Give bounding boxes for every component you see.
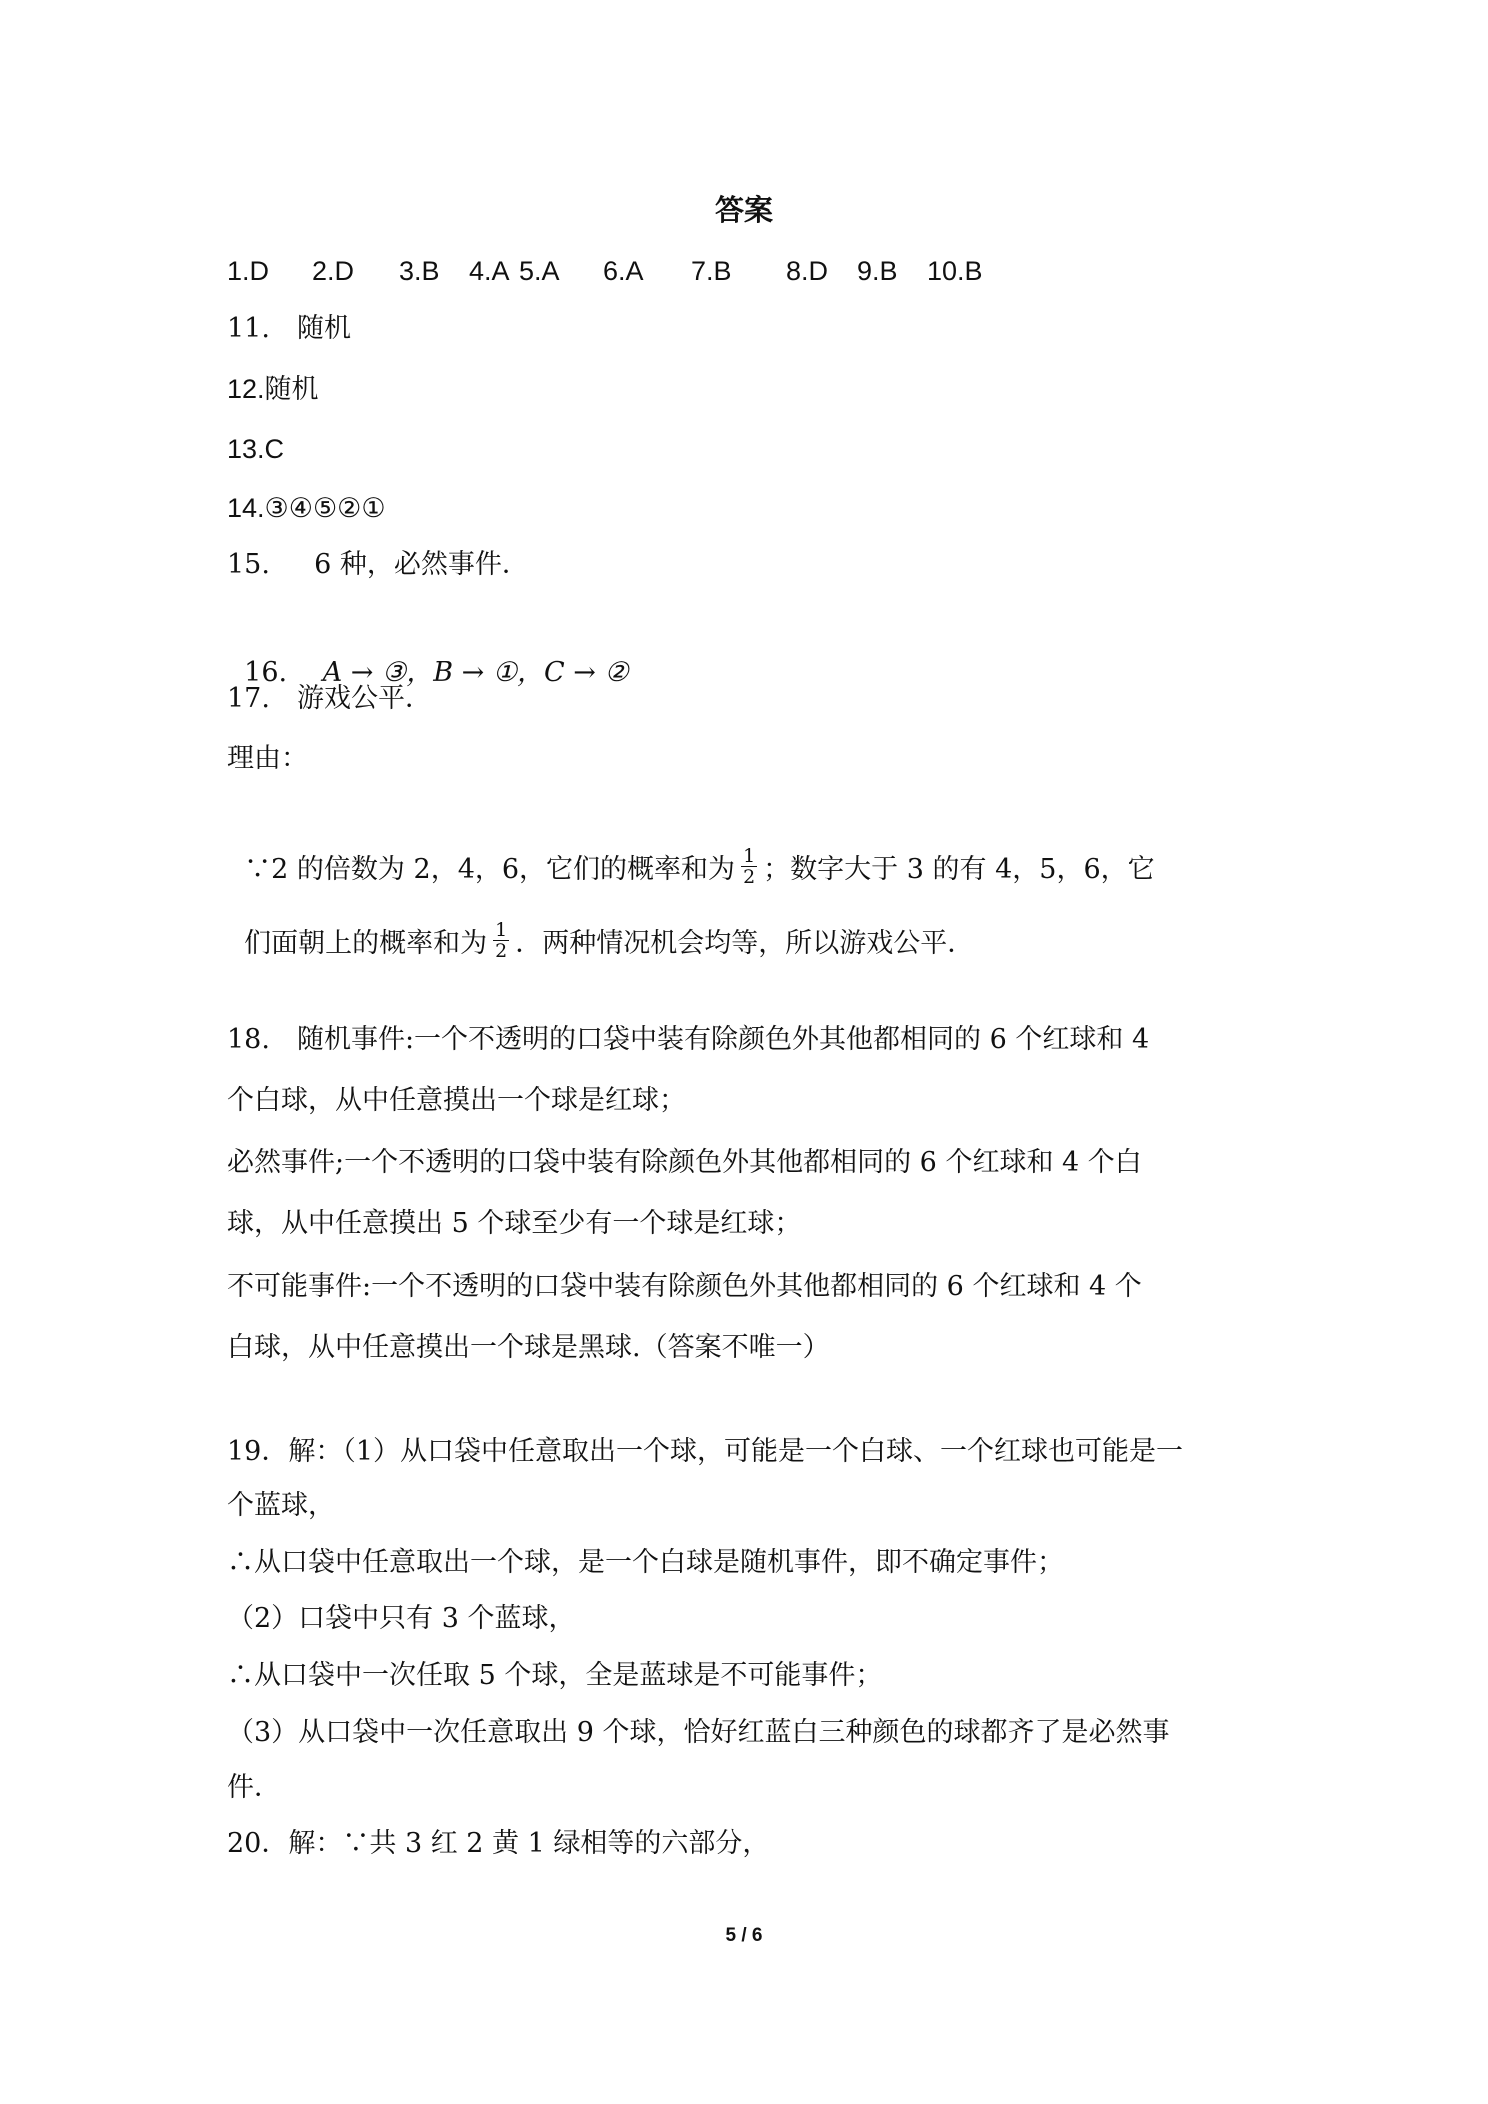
mc-answer-8: 8.D <box>786 256 829 286</box>
fraction-numerator: 1 <box>743 845 756 867</box>
fraction-one-half <box>493 920 509 961</box>
answer-17-line3-end: ；数字大于 3 的有 4，5，6，它 <box>763 854 1155 885</box>
answer-16-number: 16. <box>244 657 323 688</box>
answer-19-line1: 19．解：（1）从口袋中任意取出一个球，可能是一个白球、一个红球也可能是一 <box>227 1436 1184 1467</box>
mc-answer-7: 7.B <box>691 256 732 286</box>
answer-17-line4-end: ．两种情况机会均等，所以游戏公平． <box>515 928 975 959</box>
page-number: 5 / 6 <box>725 1925 763 1946</box>
answer-19-line7: 件． <box>227 1772 281 1803</box>
mc-answer-9: 9.B <box>857 256 898 286</box>
mc-answer-10: 10.B <box>927 256 983 286</box>
answer-20-line1: 20．解：∵共 3 红 2 黄 1 绿相等的六部分， <box>227 1828 770 1859</box>
answer-17-line3 <box>227 810 1155 891</box>
answer-17-line4 <box>227 884 974 965</box>
answer-18-line5: 不可能事件:一个不透明的口袋中装有除颜色外其他都相同的 6 个红球和 4 个 <box>227 1271 1142 1302</box>
answer-15: 15. 6 种，必然事件． <box>227 549 529 580</box>
page-title: 答案 <box>714 193 773 227</box>
mc-answer-5: 5.A <box>519 256 560 286</box>
answer-19-line5: ∴从口袋中一次任取 5 个球，全是蓝球是不可能事件； <box>227 1660 883 1691</box>
answer-17-line4-start: 们面朝上的概率和为 <box>244 928 488 959</box>
mc-answer-3: 3.B <box>399 256 440 286</box>
fraction-one-half <box>741 846 757 887</box>
answer-17-line1: 17. 游戏公平． <box>227 683 432 714</box>
fraction-denominator: 2 <box>495 940 508 962</box>
answer-17-line3-start: ∵2 的倍数为 2，4，6，它们的概率和为 <box>244 854 736 885</box>
answer-18-line6: 白球，从中任意摸出一个球是黑球.（答案不唯一） <box>227 1332 830 1363</box>
answer-12: 12.随机 <box>227 374 319 404</box>
answer-18-line1: 18. 随机事件:一个不透明的口袋中装有除颜色外其他都相同的 6 个红球和 4 <box>227 1024 1150 1055</box>
answer-17-line2: 理由： <box>227 743 308 774</box>
answer-16-mapping: A → ③，B → ①，C → ② <box>322 657 629 688</box>
answer-13: 13.C <box>227 434 285 464</box>
fraction-denominator: 2 <box>743 866 756 888</box>
answer-19-line6: （3）从口袋中一次任意取出 9 个球，恰好红蓝白三种颜色的球都齐了是必然事 <box>227 1717 1170 1748</box>
answer-19-line3: ∴从口袋中任意取出一个球，是一个白球是随机事件，即不确定事件； <box>227 1547 1064 1578</box>
mc-answer-4: 4.A <box>469 256 510 286</box>
answer-18-line2: 个白球，从中任意摸出一个球是红球； <box>227 1085 686 1116</box>
mc-answer-2: 2.D <box>312 256 355 286</box>
answer-19-line2: 个蓝球， <box>227 1490 335 1521</box>
fraction-numerator: 1 <box>495 919 508 941</box>
answer-18-line3: 必然事件;一个不透明的口袋中装有除颜色外其他都相同的 6 个红球和 4 个白 <box>227 1147 1142 1178</box>
mc-answer-6: 6.A <box>603 256 644 286</box>
answer-18-line4: 球，从中任意摸出 5 个球至少有一个球是红球； <box>227 1208 802 1239</box>
mc-answer-1: 1.D <box>227 256 270 286</box>
answer-14: 14.③④⑤②① <box>227 493 386 523</box>
answer-19-line4: （2）口袋中只有 3 个蓝球， <box>227 1603 576 1634</box>
answer-11: 11. 随机 <box>227 313 351 344</box>
